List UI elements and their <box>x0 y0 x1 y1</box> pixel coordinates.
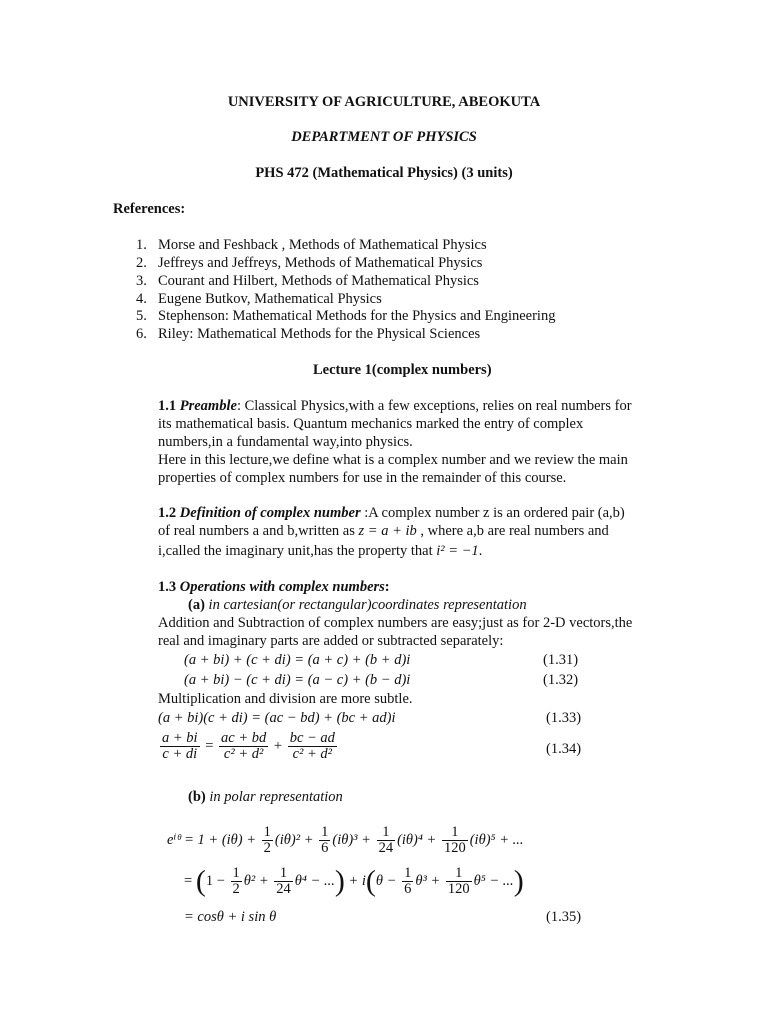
department-title: DEPARTMENT OF PHYSICS <box>291 129 477 145</box>
equation-i-squared: i² = −1 <box>436 543 479 559</box>
equation-number: (1.34) <box>546 741 582 757</box>
equation-1-35-line-1: eⁱᶿ = 1 + (iθ) + $\frac{1}{2}$ (iθ)² + $\frac{1}{6}$ (iθ)³ + $\frac{1}{24}$ (iθ)⁴ + $\frac{1}{120}$ (iθ)⁵ + ... <box>167 824 524 856</box>
list-item: 4. <box>136 291 147 307</box>
list-item-text: Riley: Mathematical Methods for the Physical Sciences <box>158 326 481 342</box>
list-item: 5. <box>136 308 147 324</box>
equation-number: (1.35) <box>546 909 582 925</box>
subsection-a-heading: (a) in cartesian(or rectangular)coordinates representation <box>188 597 527 613</box>
equation-number: (1.32) <box>543 672 579 688</box>
list-item: 2. <box>136 255 147 271</box>
section-1-2-line: i,called the imaginary unit,has the property that i² = −1. <box>158 543 483 559</box>
equation-1-35-line-2: = (1 − $\frac{1}{2}$ θ² + $\frac{1}{24}$ θ⁴ − ...) + i(θ − $\frac{1}{6}$ θ³ + $\frac{1}{120}$ θ⁵ − ...) <box>184 864 524 898</box>
equation-number: (1.33) <box>546 710 582 726</box>
section-1-3-text: real and imaginary parts are added or subtracted separately: <box>158 633 504 649</box>
list-item: 6. <box>136 326 147 342</box>
section-1-3-text: Addition and Subtraction of complex numbers are easy;just as for 2-D vectors,the <box>158 615 633 631</box>
fraction: $\frac{1}{6}$ <box>321 824 329 856</box>
equation-z: z = a + ib <box>358 523 417 539</box>
section-1-3-text: Multiplication and division are more subtle. <box>158 691 413 707</box>
section-1-2-line: of real numbers a and b,written as z = a + ib , where a,b are real numbers and <box>158 523 609 539</box>
fraction: $\frac{ac + bd}{\text{c² + d²}}$ <box>221 730 267 762</box>
section-1-1-line: numbers,in a fundamental way,into physics. <box>158 434 413 450</box>
section-1-1-line: its mathematical basis. Quantum mechanics marked the entry of complex <box>158 416 584 432</box>
list-item-text: Jeffreys and Jeffreys, Methods of Mathematical Physics <box>158 255 483 271</box>
university-title: UNIVERSITY OF AGRICULTURE, ABEOKUTA <box>227 94 541 110</box>
list-item: 3. <box>136 273 147 289</box>
equation-number: (1.31) <box>543 652 579 668</box>
fraction: $\frac{1}{24}$ <box>276 865 291 897</box>
fraction: $\frac{1}{120}$ <box>447 865 470 897</box>
section-1-2-line: 1.2 Definition of complex number :A complex number z is an ordered pair (a,b) <box>158 505 625 521</box>
list-item-text: Courant and Hilbert, Methods of Mathematical Physics <box>158 273 479 289</box>
list-item-text: Stephenson: Mathematical Methods for the Physics and Engineering <box>158 308 556 324</box>
fraction: $\frac{1}{2}$ <box>263 824 271 856</box>
fraction: $\frac{bc - ad}{\text{c² + d²}}$ <box>289 730 335 762</box>
list-item: 1. <box>136 237 147 253</box>
equation-1-34: $\frac{a + bi}{c + di}$ = $\frac{ac + bd}{\text{c² + d²}}$ + $\frac{bc - ad}{\text{c² + d²}}$ <box>162 730 335 762</box>
fraction: $\frac{a + bi}{c + di}$ <box>162 730 198 762</box>
list-item-text: Eugene Butkov, Mathematical Physics <box>158 291 382 307</box>
course-title: PHS 472 (Mathematical Physics) (3 units) <box>255 165 513 181</box>
equation-1-32: (a + bi) − (c + di) = (a − c) + (b − d)i <box>184 672 411 688</box>
section-1-1-line: Here in this lecture,we define what is a complex number and we review the main <box>158 452 628 468</box>
references-heading: References: <box>113 201 186 217</box>
list-item-text: Morse and Feshback , Methods of Mathematical Physics <box>158 237 487 253</box>
equation-1-33: (a + bi)(c + di) = (ac − bd) + (bc + ad)i <box>158 710 396 726</box>
section-1-3-heading: 1.3 Operations with complex numbers: <box>158 579 390 595</box>
section-1-1-line: 1.1 Preamble: Classical Physics,with a few exceptions, relies on real numbers for <box>158 398 632 414</box>
fraction: $\frac{1}{120}$ <box>443 824 466 856</box>
section-1-1-line: properties of complex numbers for use in the remainder of this course. <box>158 470 567 486</box>
fraction: $\frac{1}{24}$ <box>378 824 394 856</box>
equation-1-35-line-3: = cosθ + i sin θ <box>184 909 277 925</box>
fraction: $\frac{1}{2}$ <box>232 865 240 897</box>
lecture-title: Lecture 1(complex numbers) <box>313 362 492 378</box>
equation-1-31: (a + bi) + (c + di) = (a + c) + (b + d)i <box>184 652 411 668</box>
subsection-b-heading: (b) in polar representation <box>188 789 343 805</box>
fraction: $\frac{1}{6}$ <box>404 865 412 897</box>
